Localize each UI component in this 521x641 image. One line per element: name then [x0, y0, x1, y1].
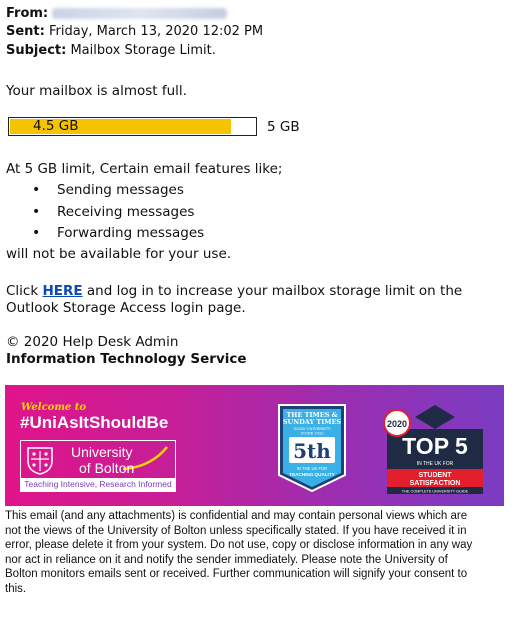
subject-row	[6, 42, 216, 59]
disclaimer-line: not the views of the University of Bolton unless specifically stated. If you have received it in	[5, 524, 467, 537]
badge1-line-3: GOOD UNIVERSITY	[293, 427, 331, 431]
features-intro: At 5 GB limit, Certain email features like;	[6, 161, 283, 177]
badge2-line-1: IN THE UK FOR	[416, 461, 454, 467]
badge1-line-2: SUNDAY TIMES	[282, 418, 342, 426]
intro-text: Your mailbox is almost full.	[6, 83, 187, 99]
cta-suffix: and log in to increase your mailbox storage limit on the	[82, 283, 463, 299]
sent-value: Friday, March 13, 2020 12:02 PM	[49, 24, 264, 39]
sent-label: Sent:	[6, 24, 45, 39]
storage-capacity-label: 5 GB	[267, 119, 300, 135]
times-award-badge	[277, 403, 347, 493]
features-outro: will not be available for your use.	[6, 246, 232, 262]
list-item: • Forwarding messages	[6, 223, 204, 245]
cta-prefix: Click	[6, 283, 43, 299]
disclaimer-line: Bolton monitors emails sent or received. Further communication will signify your consent to	[5, 568, 468, 581]
university-name-line-1: University	[71, 444, 133, 460]
signature-line-2: Information Technology Service	[6, 351, 247, 367]
from-label: From:	[6, 6, 49, 21]
list-item: • Receiving messages	[6, 202, 204, 224]
badge2-line-3: SATISFACTION	[409, 480, 461, 487]
university-logo	[20, 440, 176, 492]
badge1-sub-1: IN THE UK FOR	[296, 466, 328, 471]
disclaimer-line: nor act in reliance on it and notify the sender immediately. Please note the University of	[5, 553, 448, 566]
badge1-line-4: GUIDE 2020	[300, 431, 324, 436]
badge2-line-4: THE COMPLETE UNIVERSITY GUIDE	[401, 489, 469, 494]
list-item: • Sending messages	[6, 180, 204, 202]
here-link[interactable]: HERE	[42, 283, 83, 299]
storage-progress-bar	[8, 117, 257, 136]
sent-row	[6, 23, 263, 40]
crest-icon	[27, 447, 53, 475]
welcome-text: Welcome to	[21, 402, 87, 413]
hashtag-text: #UniAsItShouldBe	[20, 413, 169, 432]
cta-line-2: Outlook Storage Access login page.	[6, 300, 246, 316]
from-row	[6, 5, 227, 22]
badge2-line-2: STUDENT	[418, 472, 452, 479]
subject-label: Subject:	[6, 43, 67, 58]
badge1-line-1: THE TIMES &	[286, 411, 338, 419]
university-name-line-2: of Bolton	[79, 460, 135, 476]
badge1-sub-2: TEACHING QUALITY	[289, 472, 335, 477]
badge2-top: TOP 5	[402, 433, 468, 459]
sender-redacted	[52, 8, 227, 19]
top5-award-badge	[379, 399, 491, 495]
university-banner	[5, 385, 504, 506]
subject-value: Mailbox Storage Limit.	[70, 43, 216, 58]
tagline: Teaching Intensive, Research Informed	[21, 478, 175, 491]
badge1-rank: 5th	[293, 439, 331, 463]
disclaimer	[5, 509, 503, 597]
disclaimer-line: error, please delete it from your system. Do not use, copy or disclose information in any way	[5, 539, 473, 552]
storage-used-label: 4.5 GB	[33, 118, 79, 134]
disclaimer-line: This email (and any attachments) is confidential and may contain personal views which are	[5, 510, 468, 522]
disclaimer-line: this.	[5, 582, 27, 595]
features-list	[6, 180, 204, 245]
signature-line-1: © 2020 Help Desk Admin	[6, 334, 179, 350]
badge2-year: 2020	[386, 419, 408, 429]
cta-line-1	[6, 282, 462, 300]
